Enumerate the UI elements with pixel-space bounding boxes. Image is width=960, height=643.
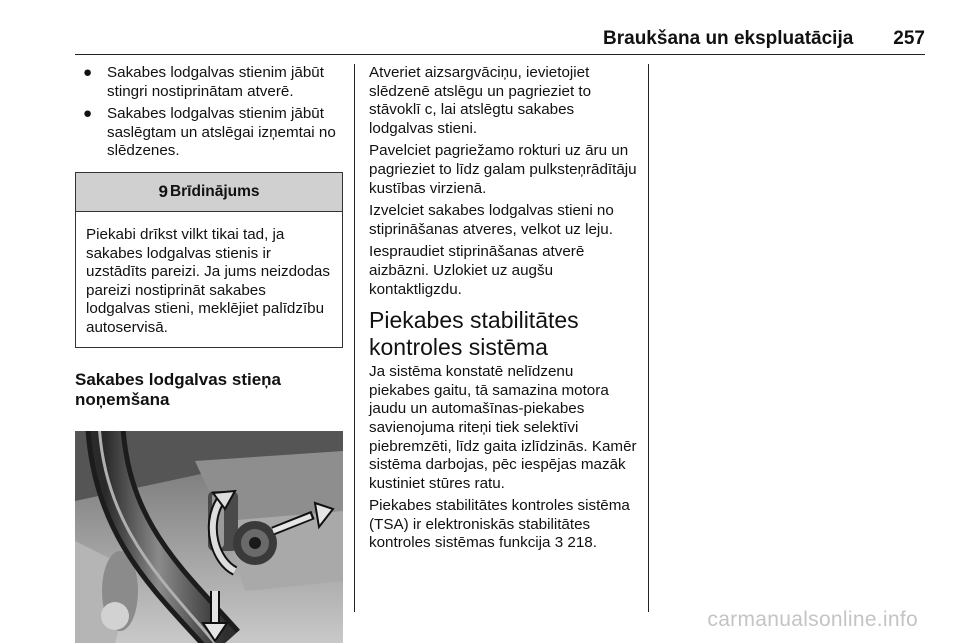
list-item: ● Sakabes lodgalvas stienim jābūt stingri nostiprinātam atverē. — [83, 64, 324, 100]
paragraph: Izvelciet sakabes lodgalvas stieni no stiprināšanas atveres, velkot uz leju. — [369, 202, 614, 238]
bullet-icon: ● — [83, 105, 93, 123]
column-divider — [354, 64, 355, 612]
page-header — [75, 28, 925, 55]
right-column — [369, 64, 637, 557]
page-number: 257 — [893, 28, 925, 49]
lock-position-icon: c — [424, 101, 433, 119]
towbar-removal-illustration — [75, 431, 343, 643]
paragraph: Ja sistēma konstatē nelīdzenu piekabes gaitu, tā samazina motora jaudu un automašīnas-piekabes savienojuma riteņi tiek selektīvi piebremzēti, līdz gaita izlīdzinās. Kamēr sistēma darbojas, pēc iespējas mazāk kustiniet stūres ratu. — [369, 363, 637, 492]
column-divider-right — [648, 64, 649, 612]
bullet-icon: ● — [83, 64, 93, 81]
paragraph: Iespraudiet stiprināšanas atverē aizbāzni. Uzlokiet uz augšu kontaktligzdu. — [369, 243, 585, 298]
paragraph: Piekabes stabilitātes kontroles sistēma (TSA) ir elektroniskās stabilitātes kontroles sistēmas funkcija 3 218. — [369, 497, 630, 552]
section-title: Braukšana un ekspluatācija — [603, 28, 854, 49]
page-reference-icon: 3 — [554, 534, 564, 552]
section-heading: Piekabes stabilitātes kontroles sistēma — [369, 307, 579, 361]
warning-header — [76, 173, 342, 212]
warning-body: Piekabi drīkst vilkt tikai tad, ja sakabes lodgalvas stienis ir uzstādīts pareizi. Ja jums neizdodas pareizi nostiprināt sakabes lodgalvas stieni, meklējiet palīdzību autoservisā. — [86, 225, 330, 336]
warning-box — [75, 172, 343, 348]
left-column — [75, 64, 343, 643]
paragraph: Pavelciet pagriežamo rokturi uz āru un pagrieziet to līdz galam pulksteņrādītāju kustības virzienā. — [369, 142, 637, 197]
paragraph: Atveriet aizsargvāciņu, ievietojiet slēdzenē atslēgu un pagrieziet to stāvoklī c, lai atslēgtu sakabes lodgalvas stieni. — [369, 64, 592, 137]
watermark: carmanualsonline.info — [707, 608, 918, 631]
list-item: ● Sakabes lodgalvas stienim jābūt saslēgtam un atslēgai izņemtai no slēdzenes. — [83, 105, 336, 160]
bullet-list — [75, 64, 343, 161]
subheading: Sakabes lodgalvas stieņa noņemšana — [75, 369, 281, 409]
warning-triangle-icon: 9 — [158, 181, 168, 201]
warning-title: Brīdinājums — [169, 182, 260, 200]
